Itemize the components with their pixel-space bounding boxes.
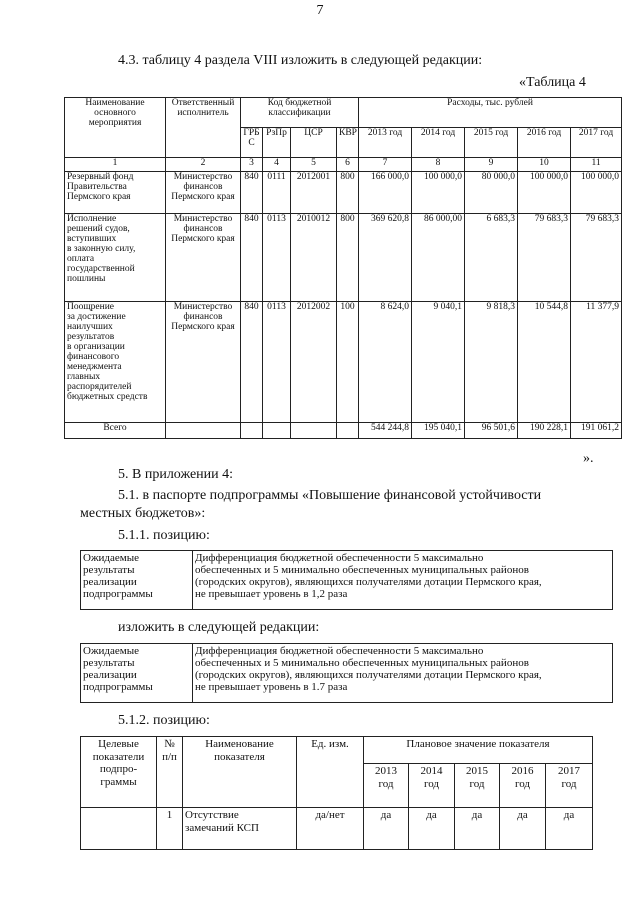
row-grbs: 840 <box>241 302 263 423</box>
box-text: Дифференциация бюджетной обеспеченности 5 максимально обеспеченных и 5 минимально обеспеченных муниципальных районов (городских округов), являющихся получателями дотации Пермского края, не превышает уровень в 1.7 раза <box>193 644 613 703</box>
row-grbs: 840 <box>241 214 263 302</box>
box-label: Ожидаемые результаты реализации подпрограммы <box>81 551 193 610</box>
col-header-expenses: Расходы, тыс. рублей <box>359 98 622 128</box>
total-2017: 191 061,2 <box>571 423 622 439</box>
col-header-planned: Плановое значение показателя <box>364 737 593 764</box>
row-value-2015: 80 000,0 <box>465 172 518 214</box>
row-rzpr: 0111 <box>263 172 291 214</box>
col-header-rzpr: РзПр <box>263 128 291 158</box>
col-number: 5 <box>291 158 337 172</box>
section-5-1-2: 5.1.2. позицию: <box>118 713 210 728</box>
col-header-kvr: КВР <box>337 128 359 158</box>
section-5-1-1: 5.1.1. позицию: <box>118 528 210 543</box>
row-value-2017: 79 683,3 <box>571 214 622 302</box>
row-value-2015: да <box>455 808 500 850</box>
row-value-2016: да <box>500 808 546 850</box>
col-header-grbs: ГРБ С <box>241 128 263 158</box>
row-responsible: Министерство финансов Пермского края <box>166 214 241 302</box>
col-header-indicator-name: Наименование показателя <box>183 737 297 808</box>
row-rzpr: 0113 <box>263 214 291 302</box>
col-number: 3 <box>241 158 263 172</box>
col-number: 11 <box>571 158 622 172</box>
col-header-2013: 2013 год <box>359 128 412 158</box>
total-2016: 190 228,1 <box>518 423 571 439</box>
replace-line: изложить в следующей редакции: <box>118 620 320 635</box>
row-kvr: 800 <box>337 214 359 302</box>
row-value-2016: 100 000,0 <box>518 172 571 214</box>
row-value-2013: 166 000,0 <box>359 172 412 214</box>
row-csr: 2012001 <box>291 172 337 214</box>
col-number: 8 <box>412 158 465 172</box>
row-value-2015: 9 818,3 <box>465 302 518 423</box>
row-value-2017: 11 377,9 <box>571 302 622 423</box>
box-label: Ожидаемые результаты реализации подпрограммы <box>81 644 193 703</box>
total-row <box>65 423 622 439</box>
col-header-name: Наименование основного мероприятия <box>65 98 166 158</box>
section-5-1-line2: местных бюджетов»: <box>80 506 206 521</box>
col-header-2016: 2016 год <box>518 128 571 158</box>
total-label: Всего <box>65 423 166 439</box>
page-number: 7 <box>316 3 324 18</box>
column-number-row <box>65 158 622 172</box>
col-header-2014: 2014 год <box>412 128 465 158</box>
close-quote: ». <box>583 451 594 466</box>
box-text: Дифференциация бюджетной обеспеченности 5 максимально обеспеченных и 5 минимально обеспеченных муниципальных районов (городских округов), являющихся получателями дотации Пермского края, не превышает уровень в 1,2 раза <box>193 551 613 610</box>
col-header-responsible: Ответственный исполнитель <box>166 98 241 158</box>
col-header-num: № п/п <box>157 737 183 808</box>
col-header-target: Целевые показатели подпро- граммы <box>81 737 157 808</box>
row-responsible: Министерство финансов Пермского края <box>166 172 241 214</box>
row-value-2013: да <box>364 808 409 850</box>
col-number: 1 <box>65 158 166 172</box>
col-header-2013: 2013 год <box>364 764 409 808</box>
row-responsible: Министерство финансов Пермского края <box>166 302 241 423</box>
row-value-2014: 9 040,1 <box>412 302 465 423</box>
section-5-1-line1: 5.1. в паспорте подпрограммы «Повышение финансовой устойчивости <box>118 488 542 503</box>
table-row <box>65 214 622 302</box>
total-2013: 544 244,8 <box>359 423 412 439</box>
row-kvr: 100 <box>337 302 359 423</box>
row-name: Исполнение решений судов, вступивших в законную силу, оплата государственной пошлины <box>65 214 166 302</box>
row-value-2016: 10 544,8 <box>518 302 571 423</box>
col-header-csr: ЦСР <box>291 128 337 158</box>
table4-caption: «Таблица 4 <box>519 75 586 90</box>
total-2014: 195 040,1 <box>412 423 465 439</box>
row-unit: да/нет <box>297 808 364 850</box>
col-number: 6 <box>337 158 359 172</box>
expenses-table <box>64 97 622 439</box>
row-value-2013: 8 624,0 <box>359 302 412 423</box>
expected-results-table-old <box>80 550 613 610</box>
row-value-2014: да <box>409 808 455 850</box>
row-grbs: 840 <box>241 172 263 214</box>
total-2015: 96 501,6 <box>465 423 518 439</box>
col-number: 4 <box>263 158 291 172</box>
expected-results-table-new <box>80 643 613 703</box>
col-number: 2 <box>166 158 241 172</box>
row-csr: 2012002 <box>291 302 337 423</box>
row-value-2013: 369 620,8 <box>359 214 412 302</box>
section-5: 5. В приложении 4: <box>118 467 234 482</box>
row-csr: 2010012 <box>291 214 337 302</box>
row-value-2016: 79 683,3 <box>518 214 571 302</box>
indicators-table <box>80 736 593 850</box>
intro-line: 4.3. таблицу 4 раздела VIII изложить в следующей редакции: <box>118 53 483 68</box>
row-value-2014: 86 000,00 <box>412 214 465 302</box>
row-value-2017: да <box>546 808 593 850</box>
row-rzpr: 0113 <box>263 302 291 423</box>
table-row <box>65 302 622 423</box>
row-num: 1 <box>157 808 183 850</box>
col-number: 10 <box>518 158 571 172</box>
col-header-unit: Ед. изм. <box>297 737 364 808</box>
row-indicator-name: Отсутствие замечаний КСП <box>183 808 297 850</box>
col-number: 7 <box>359 158 412 172</box>
col-header-2015: 2015 год <box>455 764 500 808</box>
row-value-2014: 100 000,0 <box>412 172 465 214</box>
row-value-2017: 100 000,0 <box>571 172 622 214</box>
table-row <box>65 172 622 214</box>
row-name: Поощрение за достижение наилучших результатов в организации финансового менеджмента главных распорядителей бюджетных средств <box>65 302 166 423</box>
col-header-2014: 2014 год <box>409 764 455 808</box>
col-header-budget-code: Код бюджетной классификации <box>241 98 359 128</box>
col-header-2017: 2017 год <box>571 128 622 158</box>
col-header-2016: 2016 год <box>500 764 546 808</box>
table-row <box>81 808 593 850</box>
col-number: 9 <box>465 158 518 172</box>
row-name: Резервный фонд Правительства Пермского края <box>65 172 166 214</box>
row-value-2015: 6 683,3 <box>465 214 518 302</box>
row-kvr: 800 <box>337 172 359 214</box>
col-header-2017: 2017 год <box>546 764 593 808</box>
col-header-2015: 2015 год <box>465 128 518 158</box>
